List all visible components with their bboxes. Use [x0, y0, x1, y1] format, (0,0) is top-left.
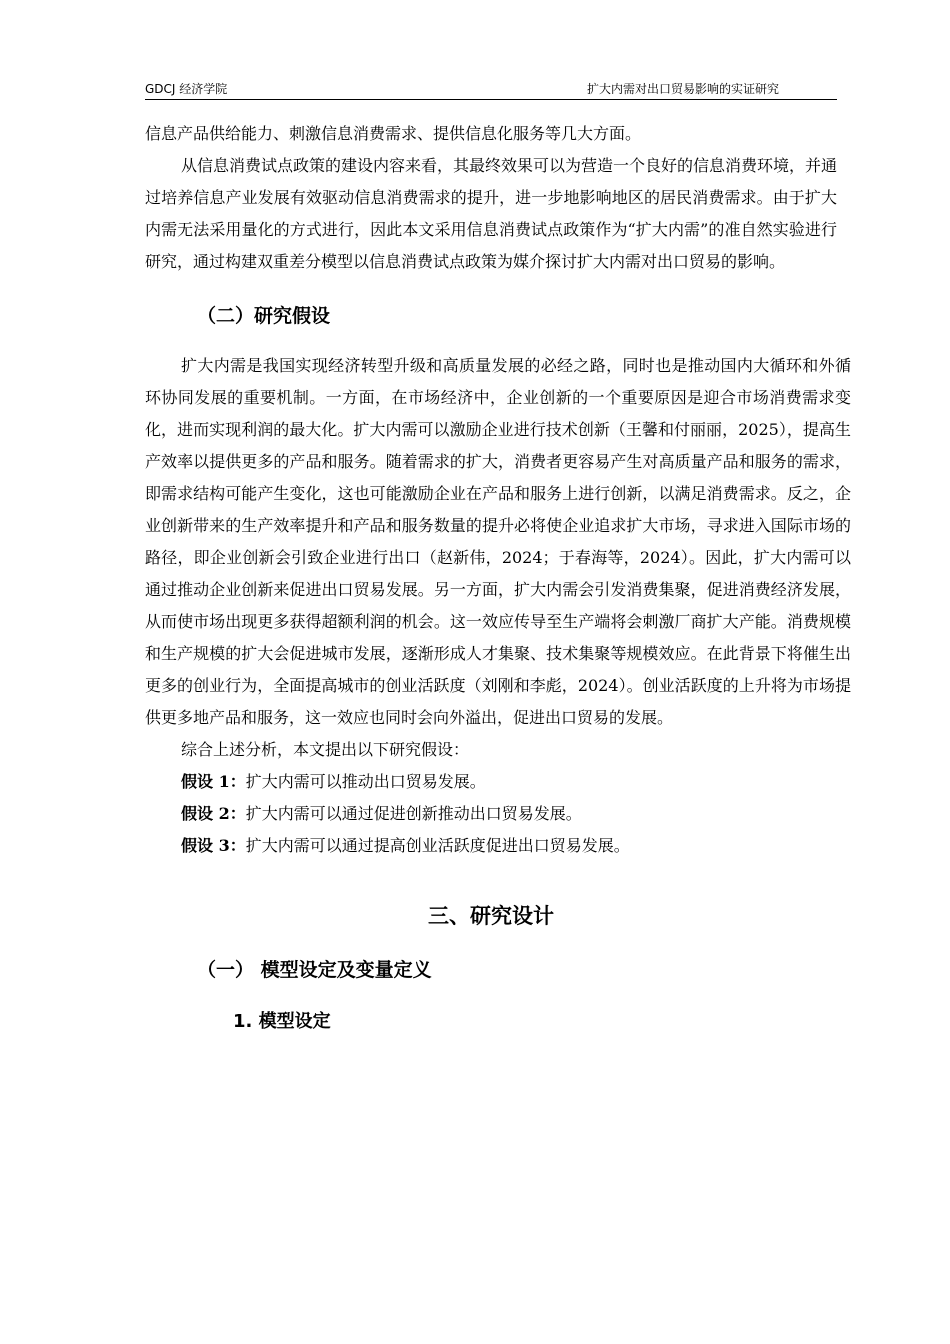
- hypothesis-2-text: 扩大内需可以通过促进创新推动出口贸易发展。: [245, 804, 582, 823]
- hypothesis-3-label: 假设 3：: [181, 836, 246, 855]
- paragraph-analysis: 扩大内需是我国实现经济转型升级和高质量发展的必经之路，同时也是推动国内大循环和外循环协同发展的重要机制。一方面，在市场经济中，企业创新的一个重要原因是迎合市场消费需求变化，进而实现利润的最大化。扩大内需可以激励企业进行技术创新（王馨和付丽丽，2025），提高生产效率以提供更多的产品和服务。随着需求的扩大，消费者更容易产生对高质量产品和服务的需求，即需求结构可能产生变化，这也可能激励企业在产品和服务上进行创新，以满足消费需求。反之，企业创新带来的生产效率提升和产品和服务数量的提升必将使企业追求扩大市场，寻求进入国际市场的路径，即企业创新会引致企业进行出口（赵新伟，2024；于春海等，2024）。因此，扩大内需可以通过推动企业创新来促进出口贸易发展。另一方面，扩大内需会引发消费集聚，促进消费经济发展，从而使市场出现更多获得超额利润的机会。这一效应传导至生产端将会刺激厂商扩大产能。消费规模和生产规模的扩大会促进城市发展，逐渐形成人才集聚、技术集聚等规模效应。在此背景下将催生出更多的创业行为，全面提高城市的创业活跃度（刘刚和李彪，2024）。创业活跃度的上升将为市场提供更多地产品和服务，这一效应也同时会向外溢出，促进出口贸易的发展。: [145, 356, 851, 727]
- hypothesis-2-label: 假设 2：: [181, 804, 246, 823]
- heading-research-hypothesis: （二）研究假设: [197, 305, 331, 327]
- header-right: 扩大内需对出口贸易影响的实证研究: [586, 82, 779, 96]
- heading-model-setup: （一） 模型设定及变量定义: [197, 959, 432, 981]
- hypothesis-1-label: 假设 1：: [181, 772, 246, 791]
- page-header: [145, 80, 837, 98]
- hypothesis-3-text: 扩大内需可以通过提高创业活跃度促进出口贸易发展。: [245, 836, 630, 855]
- paragraph-summary: 综合上述分析，本文提出以下研究假设：: [181, 740, 470, 759]
- heading-model-setting: 1. 模型设定: [233, 1011, 331, 1032]
- page-body: [145, 118, 851, 1038]
- header-rule: [145, 99, 837, 100]
- hypothesis-1-text: 扩大内需可以推动出口贸易发展。: [245, 772, 486, 791]
- heading-research-design: 三、研究设计: [428, 904, 554, 928]
- paragraph-policy: 从信息消费试点政策的建设内容来看，其最终效果可以为营造一个良好的信息消费环境，并通过培养信息产业发展有效驱动信息消费需求的提升，进一步地影响地区的居民消费需求。由于扩大内需无法采用量化的方式进行，因此本文采用信息消费试点政策作为“扩大内需”的准自然实验进行研究，通过构建双重差分模型以信息消费试点政策为媒介探讨扩大内需对出口贸易的影响。: [145, 156, 838, 271]
- hypothesis-2: [145, 798, 845, 830]
- hypothesis-3: [145, 830, 845, 862]
- hypothesis-1: [145, 766, 845, 798]
- header-left: GDCJ 经济学院: [145, 82, 228, 96]
- paragraph-continuation: 信息产品供给能力、刺激信息消费需求、提供信息化服务等几大方面。: [145, 124, 642, 143]
